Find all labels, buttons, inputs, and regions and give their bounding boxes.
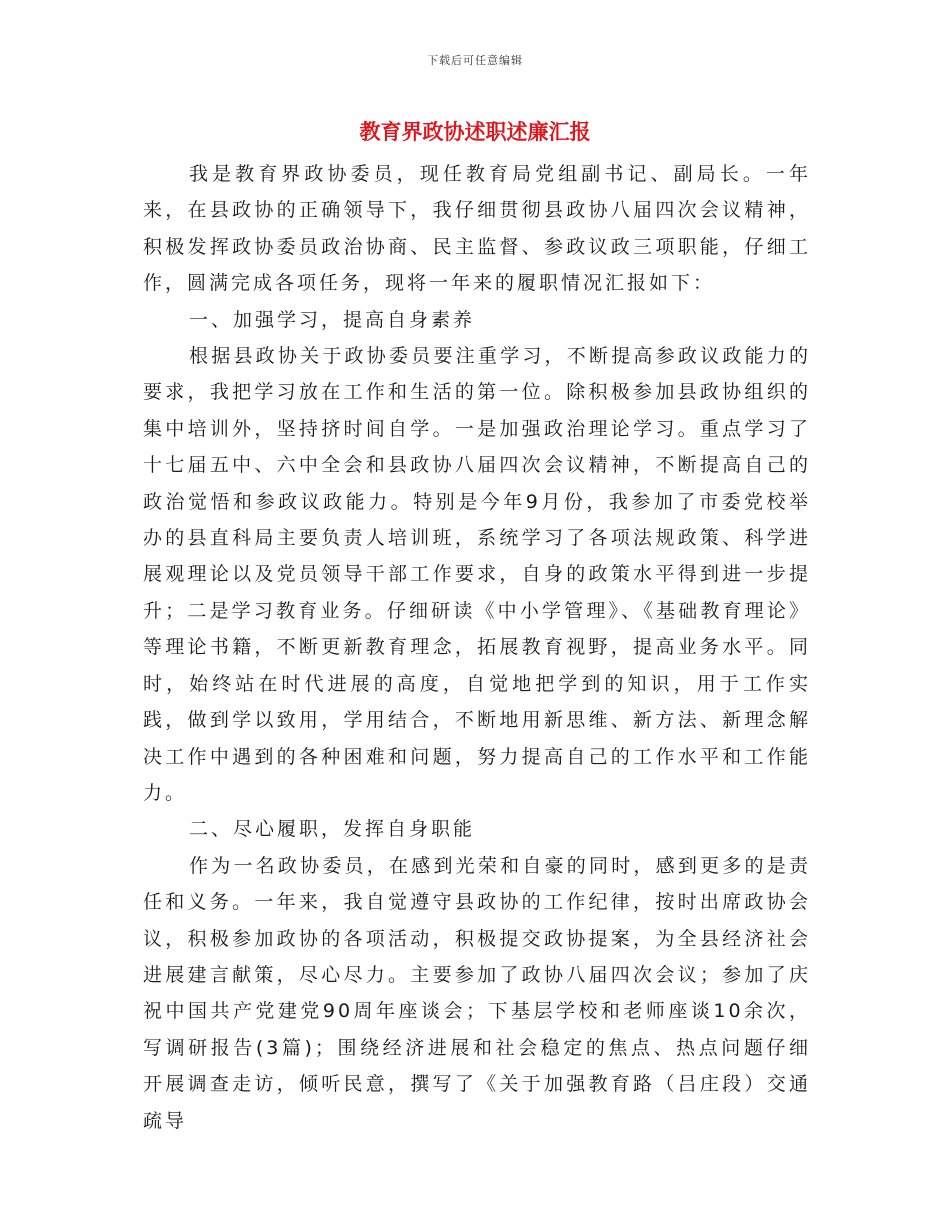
intro-paragraph: 我是教育界政协委员，现任教育局党组副书记、副局长。一年来，在县政协的正确领导下，我仔细贯彻县政协八届四次会议精神，积极发挥政协委员政治协商、民主监督、参政议政三项职能，仔细工作，圆满完成各项任务，现将一年来的履职情况汇报如下：	[143, 163, 811, 295]
document-title: 教育界政协述职述廉汇报	[359, 119, 591, 144]
body-paragraph: 根据县政协关于政协委员要注重学习，不断提高参政议政能力的要求，我把学习放在工作和生活的第一位。除积极参加县政协组织的集中培训外，坚持挤时间自学。一是加强政治理论学习。重点学习了十七届五中、六中全会和县政协八届四次会议精神，不断提高自己的政治觉悟和参政议政能力。特别是今年9月份，我参加了市委党校举办的县直科局主要负责人培训班，系统学习了各项法规政策、科学进展观理论以及党员领导干部工作要求，自身的政策水平得到进一步提升；二是学习教育业务。仔细研读《中小学管理》、《基础教育理论》等理论书籍，不断更新教育理念，拓展教育视野，提高业务水平。同时，始终站在时代进展的高度，自觉地把学到的知识，用于工作实践，做到学以致用，学用结合，不断地用新思维、新方法、新理念解决工作中遇到的各种困难和问题，努力提高自己的工作水平和工作能力。	[143, 345, 811, 804]
section-heading-2: 二、尽心履职，发挥自身职能	[189, 818, 476, 841]
page-header-note: 下载后可任意编辑	[427, 54, 523, 67]
body-paragraph: 作为一名政协委员，在感到光荣和自豪的同时，感到更多的是责任和义务。一年来，我自觉遵守县政协的工作纪律，按时出席政协会议，积极参加政协的各项活动，积极提交政协提案，为全县经济社会进展建言献策，尽心尽力。主要参加了政协八届四次会议；参加了庆祝中国共产党建党90周年座谈会；下基层学校和老师座谈10余次，写调研报告(3篇)；围绕经济进展和社会稳定的焦点、热点问题仔细开展调查走访，倾听民意，撰写了《关于加强教育路（吕庄段）交通疏导	[143, 854, 811, 1132]
section-heading-1: 一、加强学习，提高自身素养	[189, 308, 476, 331]
document-body	[143, 156, 811, 1139]
